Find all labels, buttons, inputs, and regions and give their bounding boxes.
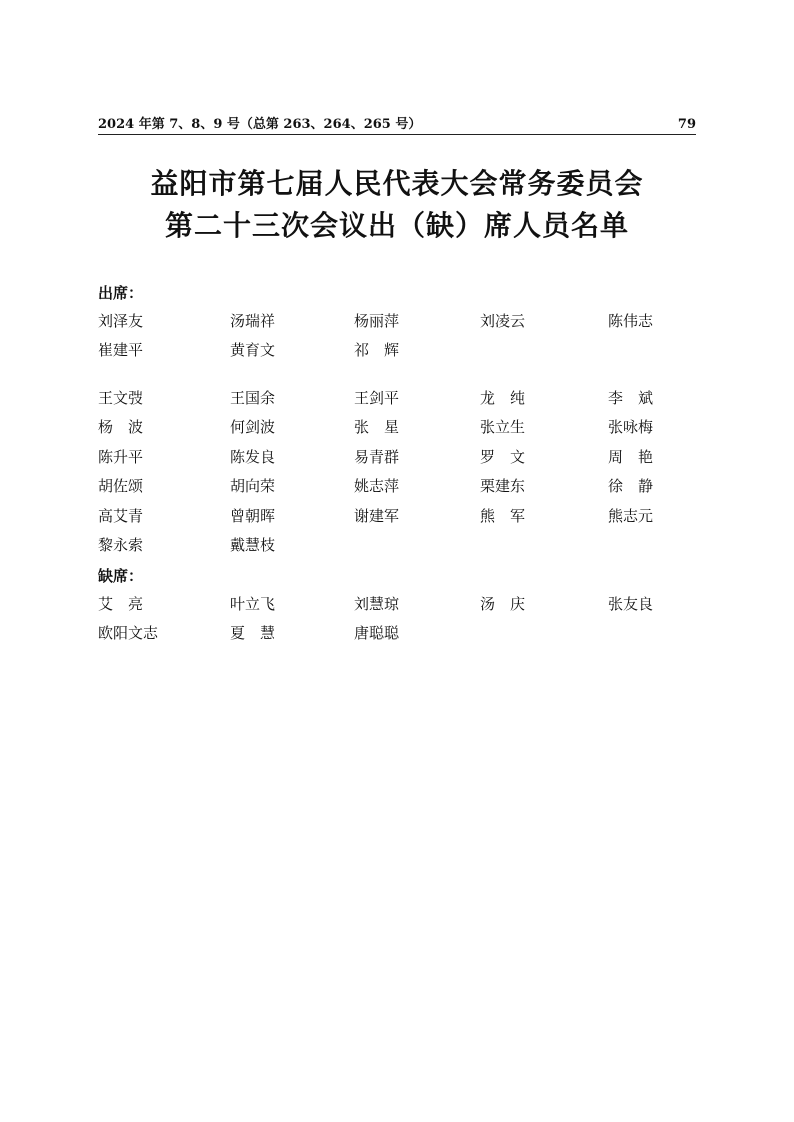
attendee-name: 杨 波 <box>98 418 144 436</box>
attendee-name: 胡佐颂 <box>98 477 144 495</box>
attendee-name: 戴慧枝 <box>230 536 276 554</box>
absentee-name: 欧阳文志 <box>98 624 159 642</box>
attendee-name: 熊志元 <box>608 507 654 525</box>
attendee-name: 祁 辉 <box>354 341 400 359</box>
attendee-name: 王剑平 <box>354 389 400 407</box>
attendee-name: 何剑波 <box>230 418 276 436</box>
attendee-name: 汤瑞祥 <box>230 312 276 330</box>
attendee-name: 陈伟志 <box>608 312 654 330</box>
present-section-label: 出席： <box>98 284 144 302</box>
absentee-name: 张友良 <box>608 595 654 613</box>
absentee-name: 唐聪聪 <box>354 624 400 642</box>
attendee-name: 周 艳 <box>608 448 654 466</box>
attendee-name: 谢建军 <box>354 507 400 525</box>
header-rule <box>98 134 696 135</box>
attendee-name: 高艾青 <box>98 507 144 525</box>
page-title-line-1: 益阳市第七届人民代表大会常务委员会 <box>150 167 644 200</box>
absentee-name: 刘慧琼 <box>354 595 400 613</box>
attendee-name: 崔建平 <box>98 341 144 359</box>
running-header <box>98 117 696 135</box>
absentee-name: 艾 亮 <box>98 595 144 613</box>
absentee-name: 汤 庆 <box>480 595 526 613</box>
attendee-name: 张咏梅 <box>608 418 654 436</box>
attendee-name: 李 斌 <box>608 389 654 407</box>
issue-info: 2024 年第 7、8、9 号（总第 263、264、265 号） <box>98 117 422 132</box>
attendee-name: 徐 静 <box>608 477 654 495</box>
absent-section-label: 缺席： <box>98 567 144 585</box>
attendee-name: 刘凌云 <box>480 312 526 330</box>
attendee-name: 黎永索 <box>98 536 144 554</box>
attendee-name: 罗 文 <box>480 448 526 466</box>
attendee-name: 龙 纯 <box>480 389 526 407</box>
attendee-name: 张 星 <box>354 418 400 436</box>
attendee-name: 杨丽萍 <box>354 312 400 330</box>
page-number: 79 <box>677 117 696 132</box>
attendee-name: 陈升平 <box>98 448 144 466</box>
attendee-name: 刘泽友 <box>98 312 144 330</box>
attendee-name: 张立生 <box>480 418 526 436</box>
attendee-name: 曾朝晖 <box>230 507 276 525</box>
attendee-name: 姚志萍 <box>354 477 400 495</box>
attendee-name: 黄育文 <box>230 341 276 359</box>
attendee-name: 王国余 <box>230 389 276 407</box>
absentee-name: 叶立飞 <box>230 595 276 613</box>
attendee-name: 栗建东 <box>480 477 526 495</box>
attendee-name: 熊 军 <box>480 507 526 525</box>
attendee-name: 陈发良 <box>230 448 276 466</box>
attendee-name: 易青群 <box>354 448 400 466</box>
attendee-name: 胡向荣 <box>230 477 276 495</box>
absentee-name: 夏 慧 <box>230 624 276 642</box>
page-title-line-2: 第二十三次会议出（缺）席人员名单 <box>164 209 629 242</box>
attendee-name: 王文弢 <box>98 389 144 407</box>
